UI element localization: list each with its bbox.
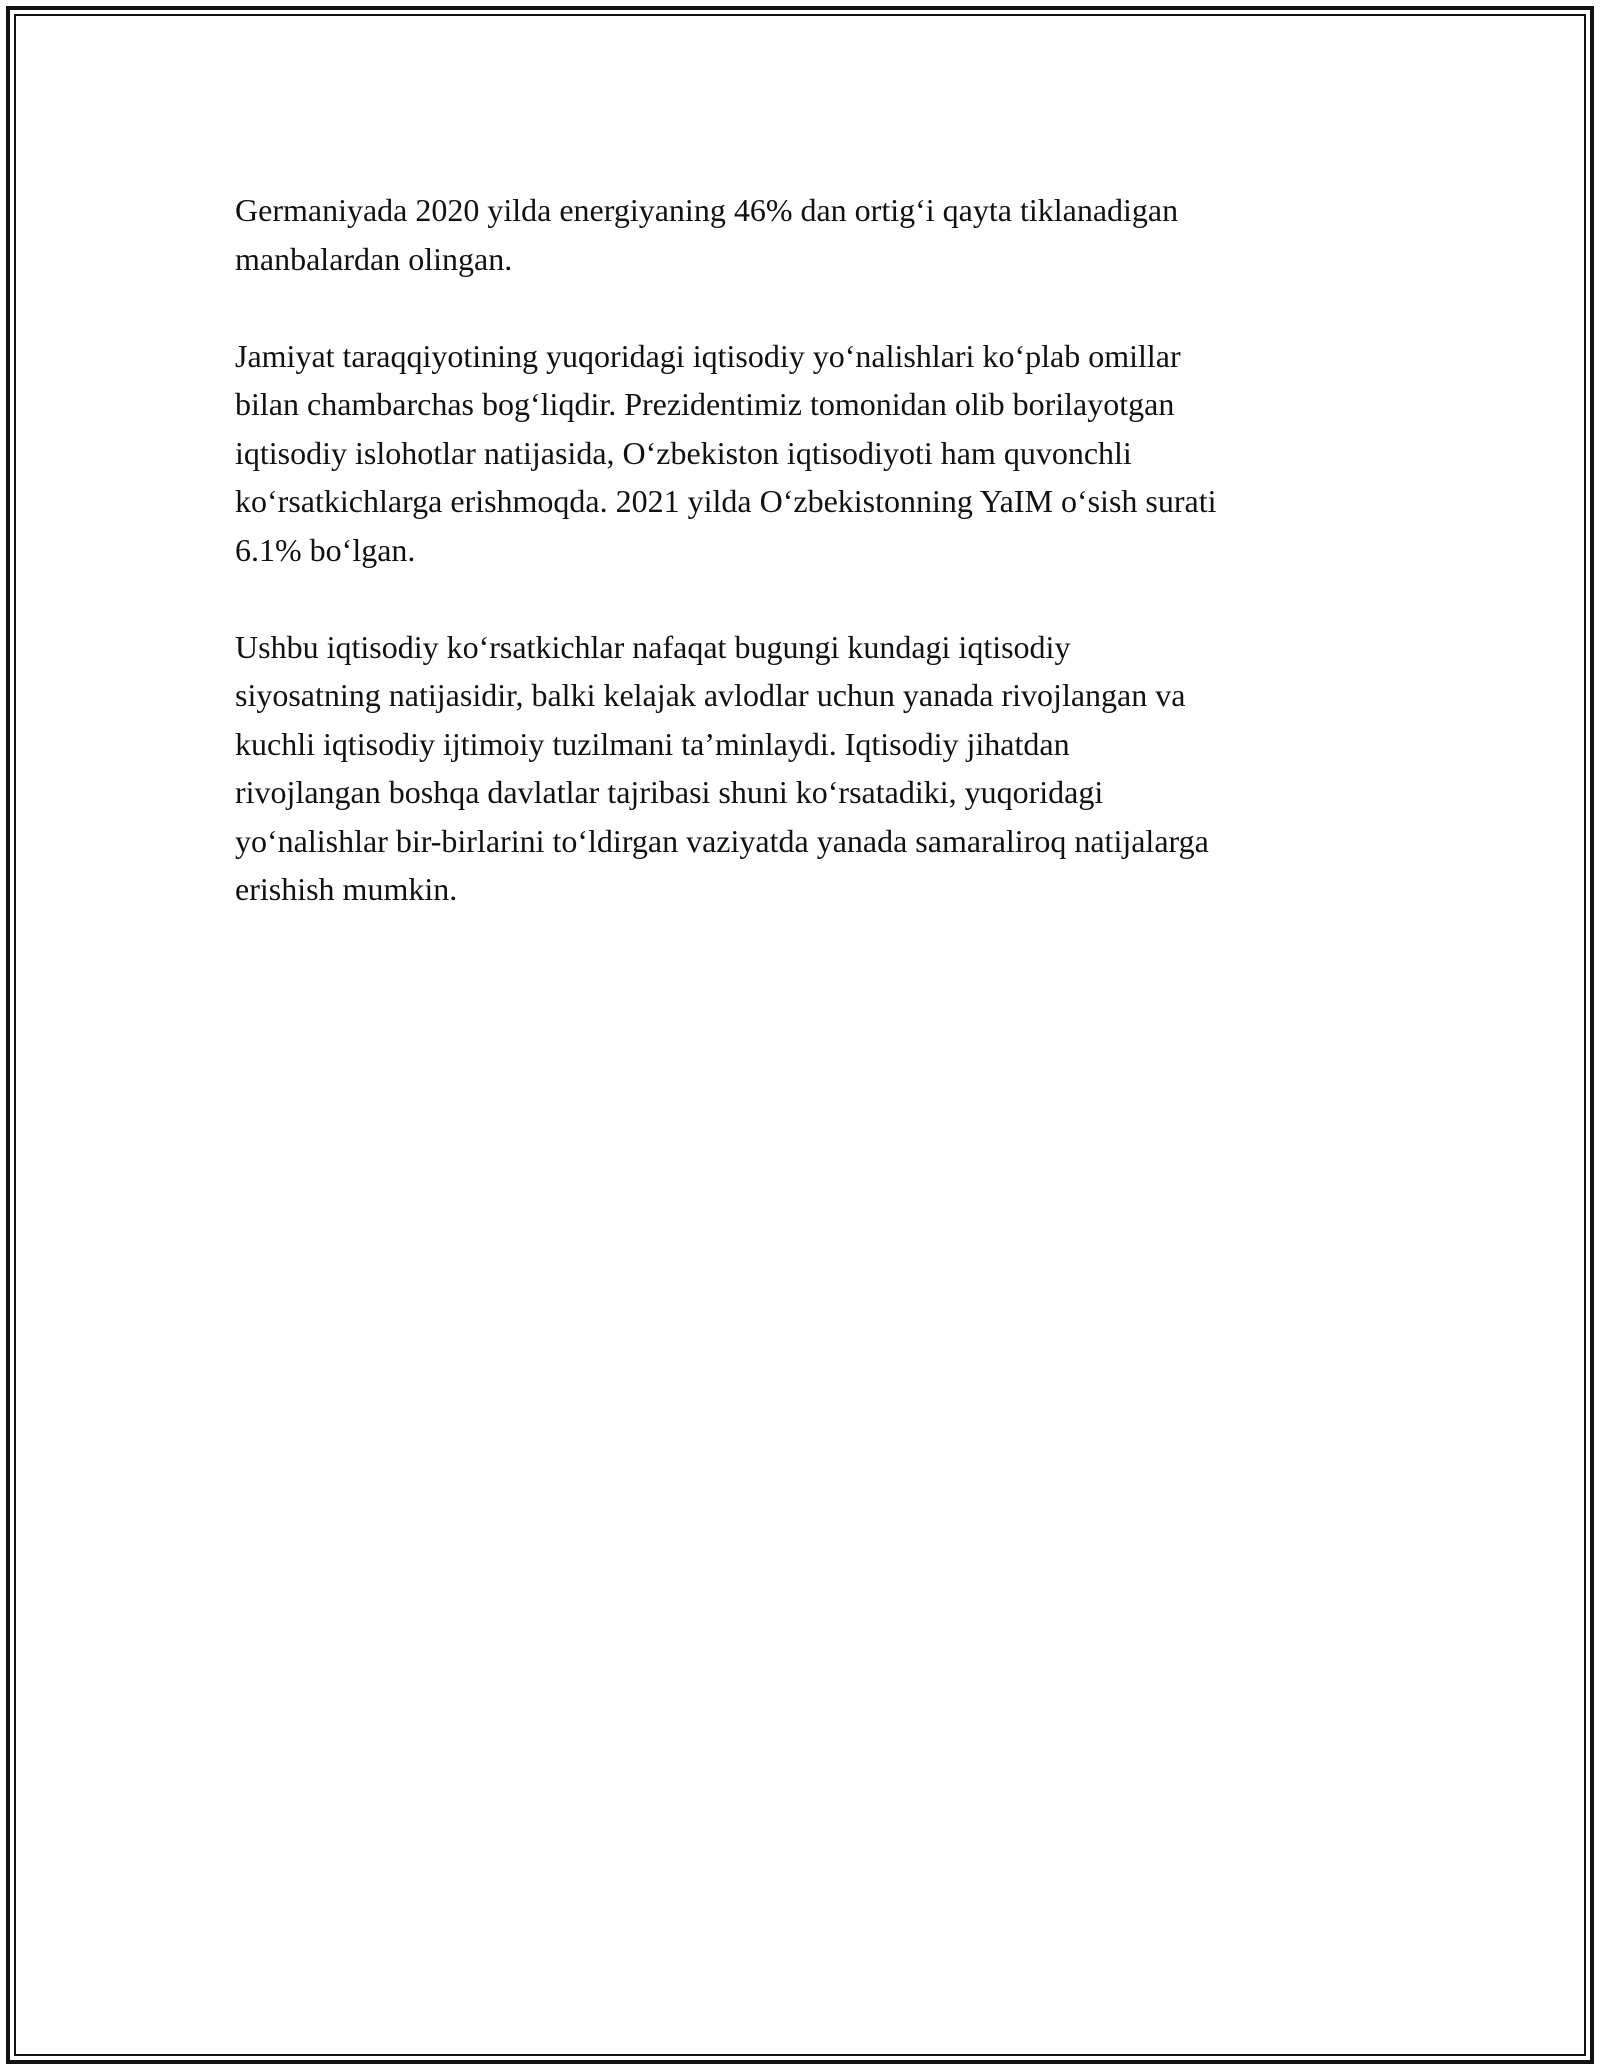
paragraph-2: Jamiyat taraqqiyotining yuqoridagi iqtisodiy yo‘nalishlari ko‘plab omillar bilan chambarchas bog‘liqdir. Prezidentimiz tomonidan olib borilayotgan iqtisodiy islohotlar natijasida, O‘zbekiston iqtisodiyoti ham quvonchli ko‘rsatkichlarga erishmoqda. 2021 yilda O‘zbekistonning YaIM o‘sish surati 6.1% bo‘lgan. xyxy=(235,337,1217,568)
paragraph-3: Ushbu iqtisodiy ko‘rsatkichlar nafaqat bugungi kundagi iqtisodiy siyosatning natijasidir, balki kelajak avlodlar uchun yanada rivojlangan va kuchli iqtisodiy ijtimoiy tuzilmani ta’minlaydi. Iqtisodiy jihatdan rivojlangan boshqa davlatlar tajribasi shuni ko‘rsatadiki, yuqoridagi yo‘nalishlar bir-birlarini to‘ldirgan vaziyatda yanada samaraliroq natijalarga erishish mumkin. xyxy=(235,628,1209,907)
paragraph-1: Germaniyada 2020 yilda energiyaning 46% dan ortig‘i qayta tiklanadigan manbalardan olingan. xyxy=(235,192,1179,277)
document-body xyxy=(235,186,1385,962)
